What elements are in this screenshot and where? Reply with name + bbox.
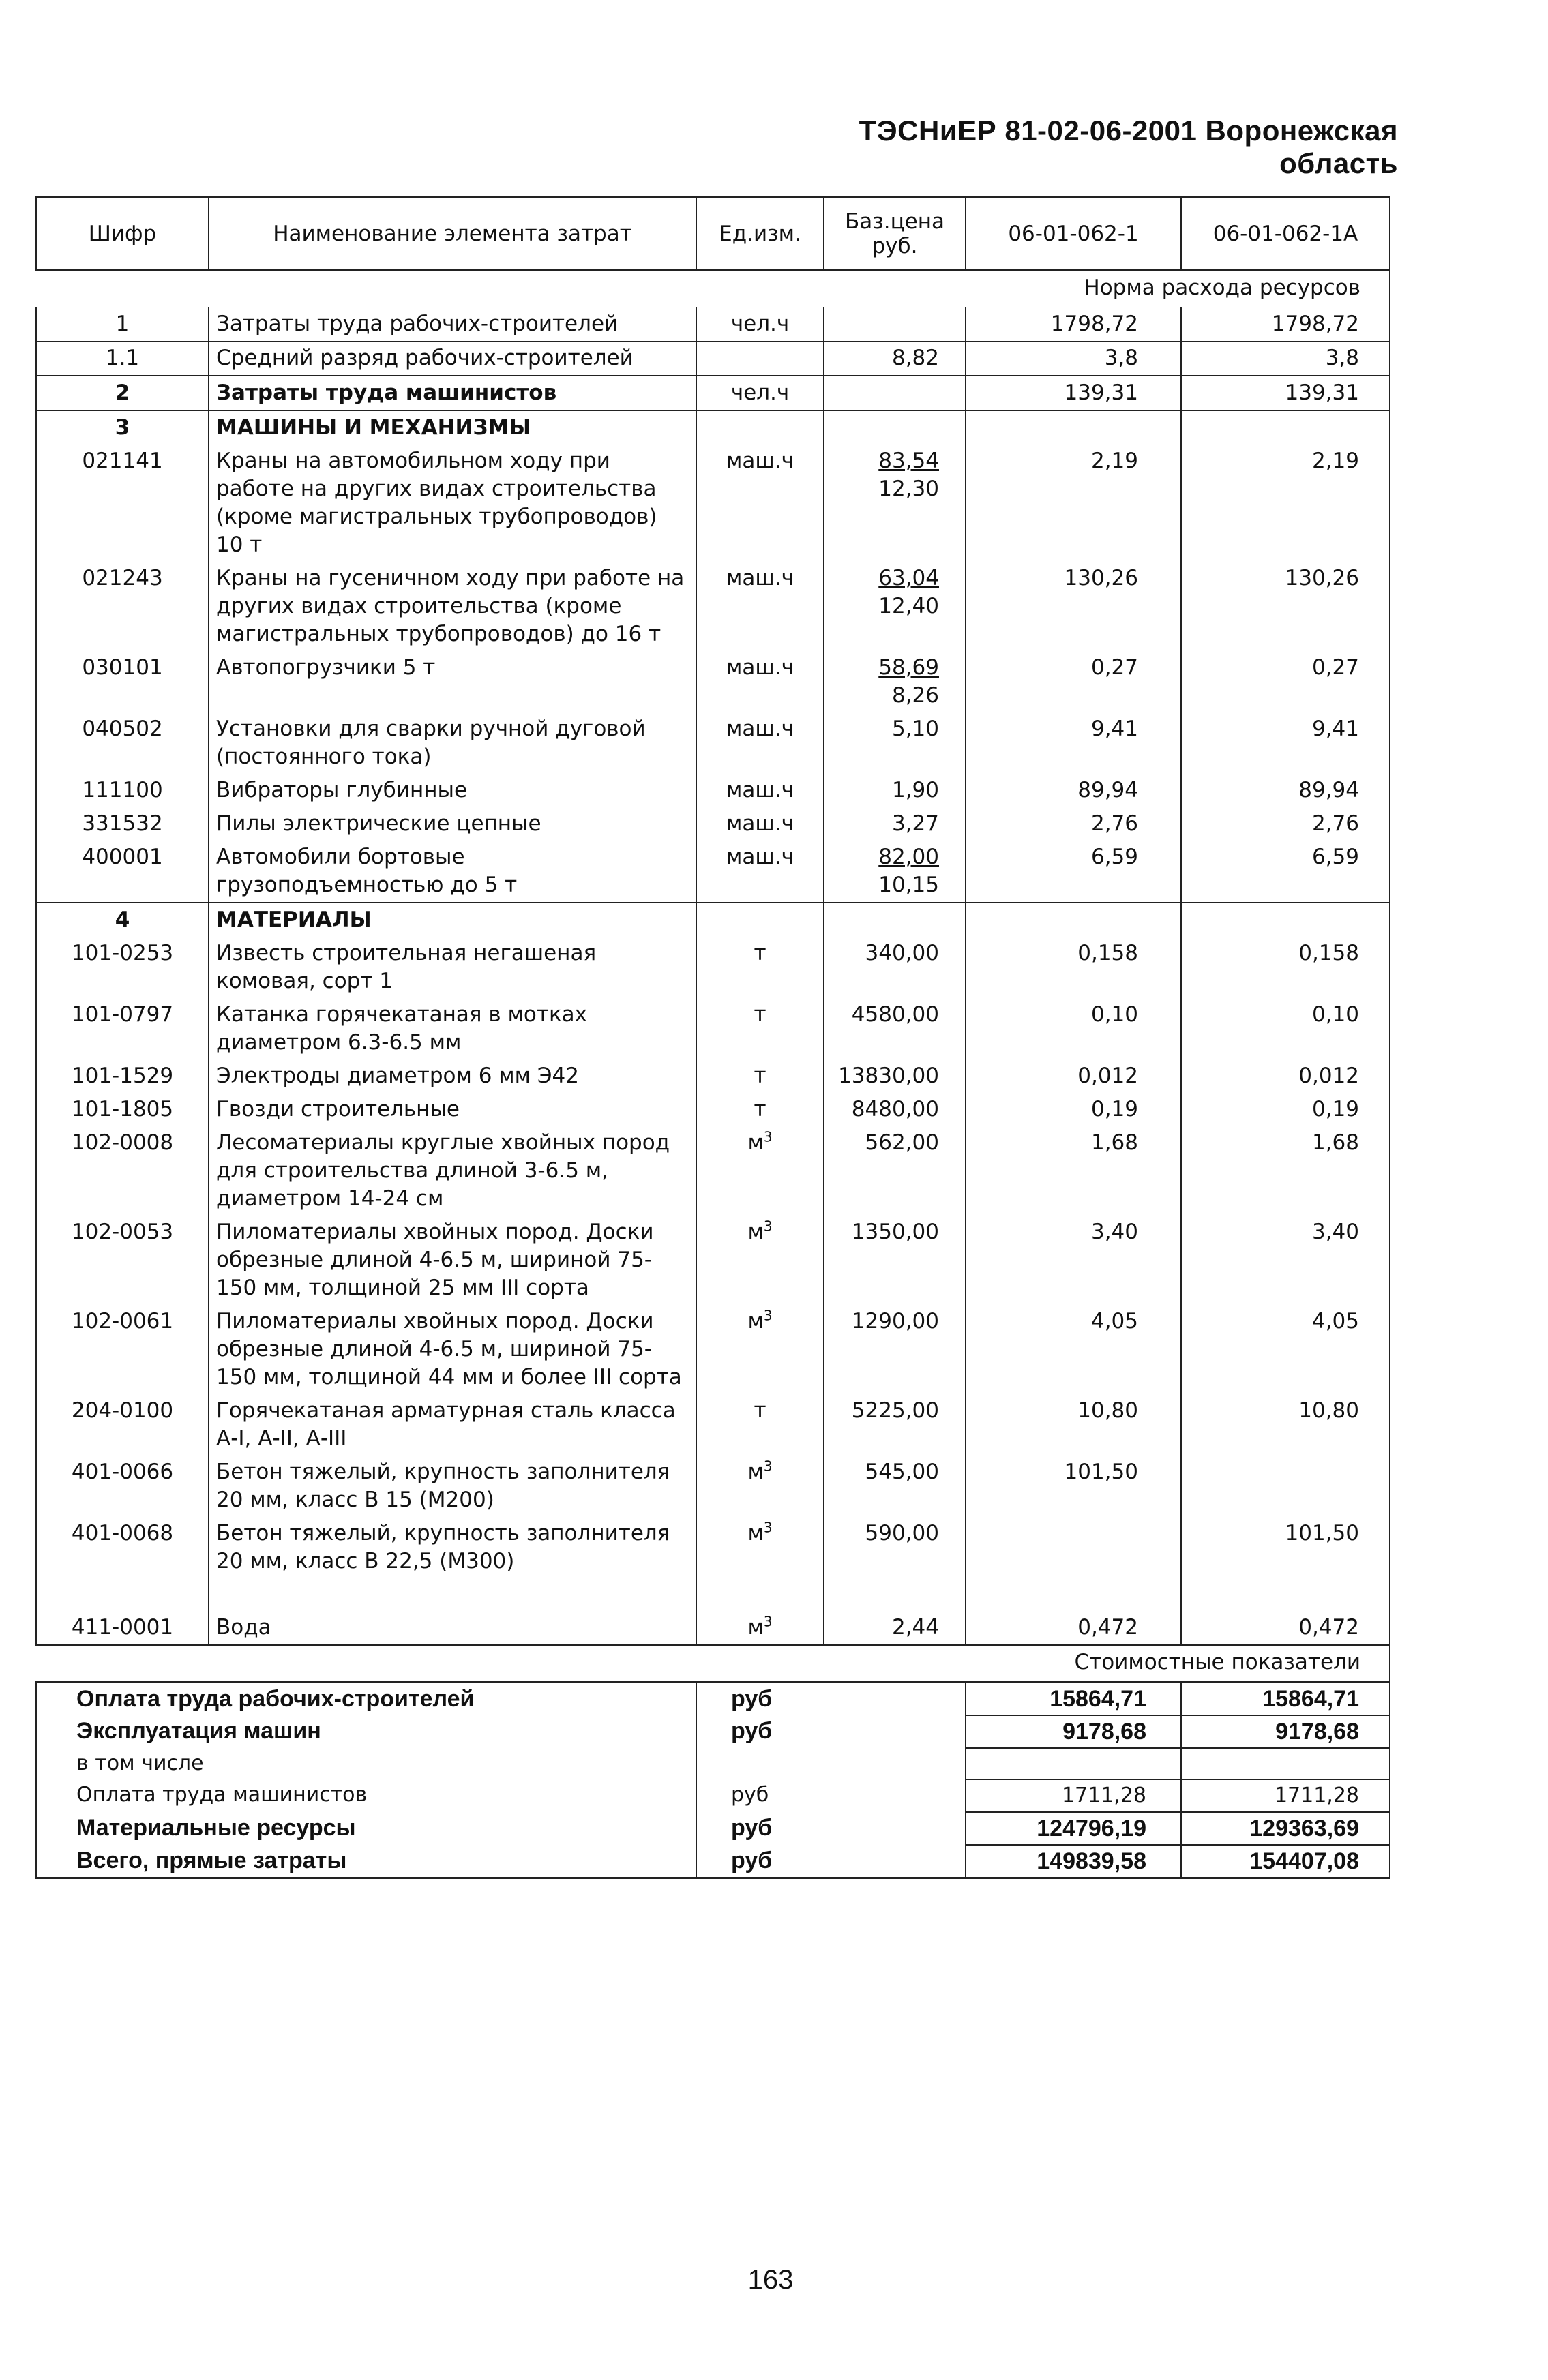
norm-variant-1 bbox=[966, 1517, 1181, 1578]
base-price bbox=[824, 1305, 966, 1394]
base-price-total: 83,54 bbox=[878, 449, 939, 473]
resource-unit bbox=[696, 342, 824, 376]
table-row bbox=[36, 342, 1390, 376]
norm-variant-1: 9,41 bbox=[966, 712, 1181, 774]
norm-variant-1: 0,012 bbox=[966, 1059, 1181, 1093]
unit-superscript: 3 bbox=[763, 1218, 773, 1235]
summary-variant-2: 15864,71 bbox=[1181, 1683, 1390, 1716]
norm-variant-1: 10,80 bbox=[966, 1394, 1181, 1456]
unit-text: м bbox=[747, 1130, 764, 1155]
resource-name: Краны на гусеничном ходу при работе на других видах строительства (кроме магистральных трубопроводов) до 16 т bbox=[209, 562, 696, 651]
base-price-total: 63,04 bbox=[878, 566, 939, 590]
unit-text: т bbox=[754, 1398, 766, 1423]
base-price-labor: 12,40 bbox=[878, 594, 939, 618]
resource-name: Установки для сварки ручной дуговой (постоянного тока) bbox=[209, 712, 696, 774]
norm-variant-1: 4,05 bbox=[966, 1305, 1181, 1394]
base-price-total: 4580,00 bbox=[851, 1002, 939, 1027]
cost-subheader-row bbox=[36, 1645, 1390, 1683]
norm-variant-1: 2,76 bbox=[966, 807, 1181, 841]
resource-code: 400001 bbox=[36, 841, 209, 903]
resource-code: 401-0068 bbox=[36, 1517, 209, 1578]
norm-variant-1: 89,94 bbox=[966, 774, 1181, 807]
resource-name: Затраты труда машинистов bbox=[209, 376, 696, 410]
base-price bbox=[824, 1093, 966, 1126]
norm-variant-1: 139,31 bbox=[966, 376, 1181, 410]
summary-row bbox=[36, 1683, 1390, 1716]
norm-variant-1: 3,40 bbox=[966, 1216, 1181, 1305]
unit-text: чел.ч bbox=[730, 380, 790, 405]
base-price-total: 82,00 bbox=[878, 845, 939, 869]
base-price-total: 562,00 bbox=[865, 1130, 939, 1155]
norm-variant-2: 130,26 bbox=[1181, 562, 1390, 651]
section-title: МАТЕРИАЛЫ bbox=[209, 903, 696, 937]
base-price bbox=[824, 1394, 966, 1456]
resource-code: 040502 bbox=[36, 712, 209, 774]
summary-variant-2: 129363,69 bbox=[1181, 1812, 1390, 1845]
empty-cell bbox=[1181, 903, 1390, 937]
section-row bbox=[36, 903, 1390, 937]
resource-unit bbox=[696, 841, 824, 903]
column-header-variant-1: 06-01-062-1 bbox=[966, 198, 1181, 271]
summary-label: Материальные ресурсы bbox=[36, 1812, 696, 1845]
summary-variant-1: 15864,71 bbox=[966, 1683, 1181, 1716]
table-row bbox=[36, 1093, 1390, 1126]
base-price-total: 1350,00 bbox=[851, 1220, 939, 1244]
resource-code: 101-0253 bbox=[36, 937, 209, 998]
norm-variant-1: 0,158 bbox=[966, 937, 1181, 998]
resource-code: 2 bbox=[36, 376, 209, 410]
cost-subheader: Стоимостные показатели bbox=[36, 1645, 1390, 1683]
base-price bbox=[824, 937, 966, 998]
base-price bbox=[824, 1059, 966, 1093]
norm-variant-2: 2,76 bbox=[1181, 807, 1390, 841]
resource-unit bbox=[696, 712, 824, 774]
resource-name: Электроды диаметром 6 мм Э42 bbox=[209, 1059, 696, 1093]
summary-variant-1: 124796,19 bbox=[966, 1812, 1181, 1845]
norm-variant-1: 6,59 bbox=[966, 841, 1181, 903]
column-header-name: Наименование элемента затрат bbox=[209, 198, 696, 271]
resource-code: 102-0008 bbox=[36, 1126, 209, 1216]
unit-text: маш.ч bbox=[726, 655, 794, 680]
resource-unit bbox=[696, 998, 824, 1059]
unit-superscript: 3 bbox=[763, 1128, 773, 1145]
empty-cell bbox=[696, 410, 824, 445]
empty-cell bbox=[696, 1578, 824, 1611]
base-price bbox=[824, 774, 966, 807]
resource-code: 1 bbox=[36, 307, 209, 342]
summary-variant-1: 149839,58 bbox=[966, 1845, 1181, 1878]
base-price bbox=[824, 1216, 966, 1305]
resource-unit bbox=[696, 1126, 824, 1216]
norm-variant-1: 0,472 bbox=[966, 1611, 1181, 1645]
base-price-total: 8480,00 bbox=[851, 1097, 939, 1121]
norm-variant-1: 130,26 bbox=[966, 562, 1181, 651]
summary-variant-2 bbox=[1181, 1748, 1390, 1779]
base-price bbox=[824, 1456, 966, 1517]
resource-name: Бетон тяжелый, крупность заполнителя 20 мм, класс В 22,5 (М300) bbox=[209, 1517, 696, 1578]
base-price bbox=[824, 445, 966, 562]
norm-variant-2: 89,94 bbox=[1181, 774, 1390, 807]
norm-subheader: Норма расхода ресурсов bbox=[36, 271, 1390, 307]
resource-unit bbox=[696, 376, 824, 410]
column-header-price-line1: Баз.цена bbox=[844, 209, 945, 234]
resource-code: 101-0797 bbox=[36, 998, 209, 1059]
column-header-price bbox=[824, 198, 966, 271]
norm-variant-2: 6,59 bbox=[1181, 841, 1390, 903]
table-row bbox=[36, 1126, 1390, 1216]
unit-text: т bbox=[754, 1097, 766, 1121]
norm-variant-2: 0,27 bbox=[1181, 651, 1390, 712]
norm-variant-2: 0,158 bbox=[1181, 937, 1390, 998]
norm-variant-2: 4,05 bbox=[1181, 1305, 1390, 1394]
section-row bbox=[36, 410, 1390, 445]
summary-row bbox=[36, 1779, 1390, 1812]
table-row bbox=[36, 651, 1390, 712]
summary-row bbox=[36, 1748, 1390, 1779]
table-header-row bbox=[36, 198, 1390, 271]
empty-cell bbox=[696, 903, 824, 937]
resource-code: 101-1529 bbox=[36, 1059, 209, 1093]
resource-name: Пиломатериалы хвойных пород. Доски обрезные длиной 4-6.5 м, шириной 75-150 мм, толщиной 44 мм и более III сорта bbox=[209, 1305, 696, 1394]
resource-name: Бетон тяжелый, крупность заполнителя 20 мм, класс В 15 (М200) bbox=[209, 1456, 696, 1517]
resource-unit bbox=[696, 651, 824, 712]
unit-text: м bbox=[747, 1521, 764, 1546]
unit-text: маш.ч bbox=[726, 778, 794, 802]
summary-label: Оплата труда машинистов bbox=[36, 1779, 696, 1812]
resource-unit bbox=[696, 807, 824, 841]
resource-code: 111100 bbox=[36, 774, 209, 807]
unit-superscript: 3 bbox=[763, 1307, 773, 1324]
norm-variant-2: 9,41 bbox=[1181, 712, 1390, 774]
summary-unit: руб bbox=[696, 1779, 966, 1812]
unit-text: маш.ч bbox=[726, 845, 794, 869]
unit-text: маш.ч bbox=[726, 717, 794, 741]
unit-text: т bbox=[754, 1064, 766, 1088]
resource-code: 401-0066 bbox=[36, 1456, 209, 1517]
base-price-total: 5,10 bbox=[891, 717, 939, 741]
resource-code: 102-0061 bbox=[36, 1305, 209, 1394]
norm-variant-2: 139,31 bbox=[1181, 376, 1390, 410]
unit-superscript: 3 bbox=[763, 1458, 773, 1475]
norm-subheader-row bbox=[36, 271, 1390, 307]
resource-code: 021141 bbox=[36, 445, 209, 562]
norm-variant-1: 101,50 bbox=[966, 1456, 1181, 1517]
resource-unit bbox=[696, 1093, 824, 1126]
base-price-total: 545,00 bbox=[865, 1460, 939, 1484]
document-title: ТЭСНиЕР 81-02-06-2001 Воронежская область bbox=[859, 115, 1398, 179]
empty-cell bbox=[966, 410, 1181, 445]
resource-name: Горячекатаная арматурная сталь класса А-I, А-II, А-III bbox=[209, 1394, 696, 1456]
base-price bbox=[824, 1126, 966, 1216]
resource-name: Затраты труда рабочих-строителей bbox=[209, 307, 696, 342]
base-price bbox=[824, 307, 966, 342]
summary-variant-2: 1711,28 bbox=[1181, 1779, 1390, 1812]
base-price-total: 1290,00 bbox=[851, 1309, 939, 1334]
section-title: МАШИНЫ И МЕХАНИЗМЫ bbox=[209, 410, 696, 445]
summary-variant-2: 154407,08 bbox=[1181, 1845, 1390, 1878]
unit-text: м bbox=[747, 1460, 764, 1484]
resource-unit bbox=[696, 1216, 824, 1305]
unit-text: т bbox=[754, 1002, 766, 1027]
resource-name: Вибраторы глубинные bbox=[209, 774, 696, 807]
base-price bbox=[824, 376, 966, 410]
base-price-labor: 12,30 bbox=[878, 477, 939, 501]
resource-unit bbox=[696, 1611, 824, 1645]
norm-variant-1: 0,19 bbox=[966, 1093, 1181, 1126]
norm-variant-2 bbox=[1181, 1456, 1390, 1517]
norm-variant-2: 0,10 bbox=[1181, 998, 1390, 1059]
empty-cell bbox=[824, 410, 966, 445]
base-price bbox=[824, 651, 966, 712]
resource-code: 204-0100 bbox=[36, 1394, 209, 1456]
empty-cell bbox=[824, 903, 966, 937]
table-row bbox=[36, 998, 1390, 1059]
summary-row bbox=[36, 1715, 1390, 1748]
table-row bbox=[36, 562, 1390, 651]
summary-row bbox=[36, 1812, 1390, 1845]
section-code: 4 bbox=[36, 903, 209, 937]
resource-unit bbox=[696, 1394, 824, 1456]
resource-code: 021243 bbox=[36, 562, 209, 651]
resource-name: Вода bbox=[209, 1611, 696, 1645]
unit-text: т bbox=[754, 941, 766, 965]
resource-unit bbox=[696, 445, 824, 562]
resource-code: 331532 bbox=[36, 807, 209, 841]
column-header-unit: Ед.изм. bbox=[696, 198, 824, 271]
resource-code: 102-0053 bbox=[36, 1216, 209, 1305]
base-price bbox=[824, 1611, 966, 1645]
summary-unit: руб bbox=[696, 1683, 966, 1716]
base-price bbox=[824, 562, 966, 651]
base-price-total: 13830,00 bbox=[838, 1064, 939, 1088]
resource-unit bbox=[696, 1059, 824, 1093]
empty-cell bbox=[966, 1578, 1181, 1611]
norm-variant-2: 1,68 bbox=[1181, 1126, 1390, 1216]
summary-row bbox=[36, 1845, 1390, 1878]
resource-code: 1.1 bbox=[36, 342, 209, 376]
base-price-total: 58,69 bbox=[878, 655, 939, 680]
base-price bbox=[824, 1517, 966, 1578]
table-row bbox=[36, 1517, 1390, 1578]
table-row bbox=[36, 445, 1390, 562]
unit-text: м bbox=[747, 1220, 764, 1244]
base-price-total: 340,00 bbox=[865, 941, 939, 965]
table-row bbox=[36, 807, 1390, 841]
summary-variant-1 bbox=[966, 1748, 1181, 1779]
summary-label: Эксплуатация машин bbox=[36, 1715, 696, 1748]
base-price-total: 590,00 bbox=[865, 1521, 939, 1546]
empty-cell bbox=[824, 1578, 966, 1611]
empty-cell bbox=[209, 1578, 696, 1611]
summary-variant-2: 9178,68 bbox=[1181, 1715, 1390, 1748]
resource-unit bbox=[696, 1517, 824, 1578]
empty-cell bbox=[1181, 410, 1390, 445]
empty-cell bbox=[36, 1578, 209, 1611]
norm-variant-2: 3,8 bbox=[1181, 342, 1390, 376]
resource-name: Автопогрузчики 5 т bbox=[209, 651, 696, 712]
norm-variant-1: 1,68 bbox=[966, 1126, 1181, 1216]
resource-name: Пилы электрические цепные bbox=[209, 807, 696, 841]
resource-unit bbox=[696, 1456, 824, 1517]
norm-variant-1: 0,10 bbox=[966, 998, 1181, 1059]
empty-cell bbox=[966, 903, 1181, 937]
column-header-price-line2: руб. bbox=[872, 234, 918, 258]
norm-variant-1: 3,8 bbox=[966, 342, 1181, 376]
summary-label: Всего, прямые затраты bbox=[36, 1845, 696, 1878]
table-row bbox=[36, 1216, 1390, 1305]
table-row bbox=[36, 841, 1390, 903]
norm-variant-2: 2,19 bbox=[1181, 445, 1390, 562]
summary-unit: руб bbox=[696, 1812, 966, 1845]
unit-text: маш.ч bbox=[726, 449, 794, 473]
norm-variant-1: 1798,72 bbox=[966, 307, 1181, 342]
unit-text: м bbox=[747, 1309, 764, 1334]
spacer-row bbox=[36, 1578, 1390, 1611]
summary-label: в том числе bbox=[36, 1748, 696, 1779]
resource-name: Известь строительная негашеная комовая, сорт 1 bbox=[209, 937, 696, 998]
base-price bbox=[824, 807, 966, 841]
norm-variant-1: 0,27 bbox=[966, 651, 1181, 712]
norm-variant-2: 1798,72 bbox=[1181, 307, 1390, 342]
resource-norm-table bbox=[35, 196, 1390, 1879]
resource-unit bbox=[696, 562, 824, 651]
summary-unit: руб bbox=[696, 1845, 966, 1878]
resource-name: Средний разряд рабочих-строителей bbox=[209, 342, 696, 376]
resource-unit bbox=[696, 937, 824, 998]
base-price-labor: 10,15 bbox=[878, 873, 939, 897]
base-price-total: 8,82 bbox=[891, 346, 939, 370]
norm-variant-2: 101,50 bbox=[1181, 1517, 1390, 1578]
resource-name: Пиломатериалы хвойных пород. Доски обрезные длиной 4-6.5 м, шириной 75-150 мм, толщиной 25 мм III сорта bbox=[209, 1216, 696, 1305]
table-row bbox=[36, 307, 1390, 342]
norm-variant-2: 0,19 bbox=[1181, 1093, 1390, 1126]
section-code: 3 bbox=[36, 410, 209, 445]
summary-label: Оплата труда рабочих-строителей bbox=[36, 1683, 696, 1716]
base-price-total: 1,90 bbox=[891, 778, 939, 802]
resource-name: Краны на автомобильном ходу при работе на других видах строительства (кроме магистральных трубопроводов) 10 т bbox=[209, 445, 696, 562]
resource-name: Автомобили бортовые грузоподъемностью до 5 т bbox=[209, 841, 696, 903]
resource-code: 411-0001 bbox=[36, 1611, 209, 1645]
unit-text: м bbox=[747, 1615, 764, 1640]
empty-cell bbox=[1181, 1578, 1390, 1611]
resource-name: Катанка горячекатаная в мотках диаметром 6.3-6.5 мм bbox=[209, 998, 696, 1059]
norm-variant-1: 2,19 bbox=[966, 445, 1181, 562]
resource-unit bbox=[696, 1305, 824, 1394]
table-row bbox=[36, 712, 1390, 774]
base-price-labor: 8,26 bbox=[891, 683, 939, 708]
table-row bbox=[36, 774, 1390, 807]
resource-unit bbox=[696, 307, 824, 342]
summary-unit bbox=[696, 1748, 966, 1779]
base-price-total: 3,27 bbox=[891, 811, 939, 836]
unit-text: чел.ч bbox=[730, 312, 790, 336]
resource-name: Лесоматериалы круглые хвойных пород для строительства длиной 3-6.5 м, диаметром 14-24 см bbox=[209, 1126, 696, 1216]
norm-variant-2: 10,80 bbox=[1181, 1394, 1390, 1456]
norm-variant-2: 0,012 bbox=[1181, 1059, 1390, 1093]
table-row bbox=[36, 1305, 1390, 1394]
base-price bbox=[824, 841, 966, 903]
unit-text: маш.ч bbox=[726, 566, 794, 590]
unit-text: маш.ч bbox=[726, 811, 794, 836]
resource-code: 030101 bbox=[36, 651, 209, 712]
resource-unit bbox=[696, 774, 824, 807]
base-price bbox=[824, 342, 966, 376]
norm-variant-2: 0,472 bbox=[1181, 1611, 1390, 1645]
table-row bbox=[36, 376, 1390, 410]
table-row bbox=[36, 1456, 1390, 1517]
base-price-total: 2,44 bbox=[891, 1615, 939, 1640]
base-price bbox=[824, 998, 966, 1059]
column-header-code: Шифр bbox=[36, 198, 209, 271]
table-row bbox=[36, 1611, 1390, 1645]
resource-code: 101-1805 bbox=[36, 1093, 209, 1126]
norm-variant-2: 3,40 bbox=[1181, 1216, 1390, 1305]
base-price-total: 5225,00 bbox=[851, 1398, 939, 1423]
unit-superscript: 3 bbox=[763, 1613, 773, 1630]
page-number: 163 bbox=[747, 2265, 794, 2295]
summary-unit: руб bbox=[696, 1715, 966, 1748]
summary-variant-1: 1711,28 bbox=[966, 1779, 1181, 1812]
base-price bbox=[824, 712, 966, 774]
unit-superscript: 3 bbox=[763, 1519, 773, 1536]
table-row bbox=[36, 937, 1390, 998]
resource-name: Гвозди строительные bbox=[209, 1093, 696, 1126]
table-row bbox=[36, 1394, 1390, 1456]
summary-variant-1: 9178,68 bbox=[966, 1715, 1181, 1748]
column-header-variant-2: 06-01-062-1А bbox=[1181, 198, 1390, 271]
table-row bbox=[36, 1059, 1390, 1093]
